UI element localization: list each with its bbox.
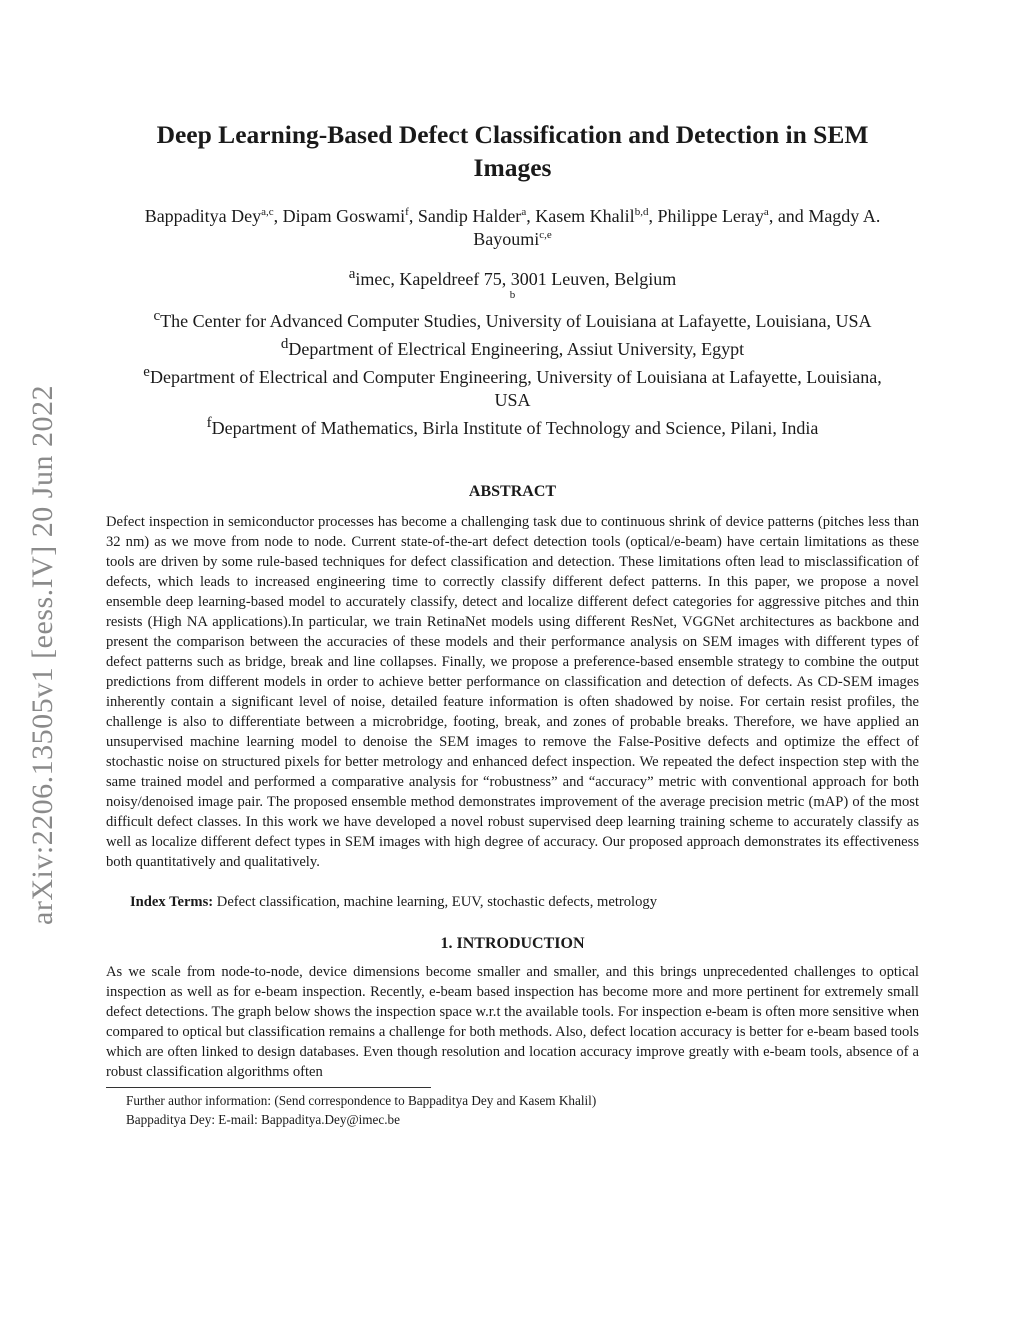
index-terms-text: Defect classification, machine learning, EUV, stochastic defects, metrology <box>213 894 658 910</box>
author-separator: , <box>273 206 283 226</box>
footnotes <box>106 1091 919 1129</box>
affiliation-c <box>106 305 919 333</box>
arxiv-identifier-stamp: arXiv:2206.13505v1 [eess.IV] 20 Jun 2022 <box>26 385 59 925</box>
footnote-item: Bappaditya Dey: E-mail: Bappaditya.Dey@imec.be <box>126 1112 400 1127</box>
affiliations <box>106 263 919 440</box>
section-heading-introduction: 1. INTRODUCTION <box>440 935 585 952</box>
paper-title: Deep Learning-Based Defect Classification and Detection in SEM Images <box>156 120 869 182</box>
affiliation-a <box>106 263 919 291</box>
affiliation-text: Department of Electrical and Computer Engineering, University of Louisiana at Lafayette, Louisiana, USA <box>149 367 882 410</box>
affiliation-e <box>106 361 919 412</box>
affiliation-text: Department of Electrical Engineering, Assiut University, Egypt <box>288 339 745 359</box>
author-name: Magdy A. Bayoumi <box>473 206 881 249</box>
affiliation-sup: b <box>509 289 516 301</box>
affiliation-text: The Center for Advanced Computer Studies, University of Louisiana at Lafayette, Louisiana, USA <box>160 311 872 331</box>
index-terms <box>106 892 919 912</box>
author-affil-sup: c,e <box>539 229 552 241</box>
affiliation-sup: f <box>206 415 212 431</box>
abstract-body: Defect inspection in semiconductor processes has become a challenging task due to continuous shrink of device patterns (pitches less than 32 nm) as we move from node to node. Current state-of-the-art defect detection tools (optical/e-beam) have certain limitations as these tools are driven by some rule-based techniques for defect classification and detection. These limitations often lead to misclassification of defects, which leads to increased engineering time to correctly classify different defect patterns. In this paper, we propose a novel ensemble deep learning-based model to accurately classify, detect and localize different defect categories for aggressive pitches and thin resists (High NA applications).In particular, we train RetinaNet models using different ResNet, VGGNet architectures as backbone and present the comparison between the accuracies of these models and their performance analysis on SEM images with different types of defect patterns such as bridge, break and line collapses. Finally, we propose a preference-based ensemble strategy to combine the output predictions from different models in order to achieve better performance on classification and detection of defects. As CD-SEM images inherently contain a significant level of noise, detailed feature information is often shadowed by noise. For certain resist profiles, the challenge is also to differentiate between a microbridge, footing, break, and zones of probable breaks. Therefore, we have applied an unsupervised machine learning model to denoise the SEM images to remove the False-Positive defects and optimize the effect of stochastic noise on structured pixels for better metrology and enhanced defect inspection. We repeated the defect inspection step with the same trained model and performed a comparative analysis for “robustness” and “accuracy” metric with conventional approach for both noisy/denoised image pair. The proposed ensemble method demonstrates improvement of the average precision metric (mAP) of the most difficult defect classes. In this work we have developed a novel robust supervised deep learning training scheme to accurately classify as well as localize different defect types in SEM images with high degree of accuracy. Our proposed approach demonstrates its effectiveness both quantitatively and qualitatively. <box>106 514 919 870</box>
affiliation-text: imec, Kapeldreef 75, 3001 Leuven, Belgium <box>355 269 677 289</box>
affiliation-b <box>106 289 919 301</box>
affiliation-sup: d <box>280 336 289 352</box>
author-affil-sup: a <box>763 206 769 218</box>
author-separator: , <box>648 206 658 226</box>
author-name: Dipam Goswami <box>282 206 406 226</box>
affiliation-sup: e <box>143 364 150 380</box>
footnote-divider <box>106 1087 431 1088</box>
introduction-body: As we scale from node-to-node, device dimensions become smaller and smaller, and this brings unprecedented challenges to optical inspection as well as for e-beam inspection. Recently, e-beam based inspection has become more and more pertinent for extremely small defect detections. The graph below shows the inspection space w.r.t the available tools. For inspection e-beam is often more sensitive when compared to optical but classification remains a challenge for both methods. Also, defect location accuracy is better for e-beam based tools which are often linked to design databases. Even though resolution and location accuracy improve greatly with e-beam tools, absence of a robust classification algorithms often <box>106 964 919 1080</box>
author-affil-sup: f <box>405 206 409 218</box>
author-separator: , <box>408 206 418 226</box>
affiliation-sup: c <box>153 308 161 324</box>
author-name: Philippe Leray <box>657 206 764 226</box>
footnote-item: Further author information: (Send correspondence to Bappaditya Dey and Kasem Khalil) <box>126 1093 597 1108</box>
affiliation-text: Department of Mathematics, Birla Institute of Technology and Science, Pilani, India <box>211 418 819 438</box>
author-separator: , <box>526 206 536 226</box>
author-affil-sup: a <box>521 206 527 218</box>
author-affil-sup: b,d <box>634 206 649 218</box>
affiliation-f <box>106 412 919 440</box>
author-list <box>106 205 919 251</box>
author-name: Kasem Khalil <box>535 206 635 226</box>
author-separator: , and <box>768 206 809 226</box>
paper-page <box>106 118 919 1129</box>
abstract-heading: ABSTRACT <box>468 483 557 500</box>
index-terms-label: Index Terms: <box>130 894 214 910</box>
author-affil-sup: a,c <box>261 206 274 218</box>
author-name: Sandip Halder <box>417 206 522 226</box>
affiliation-sup: a <box>348 266 356 282</box>
affiliation-d <box>106 333 919 361</box>
author-name: Bappaditya Dey <box>144 206 262 226</box>
